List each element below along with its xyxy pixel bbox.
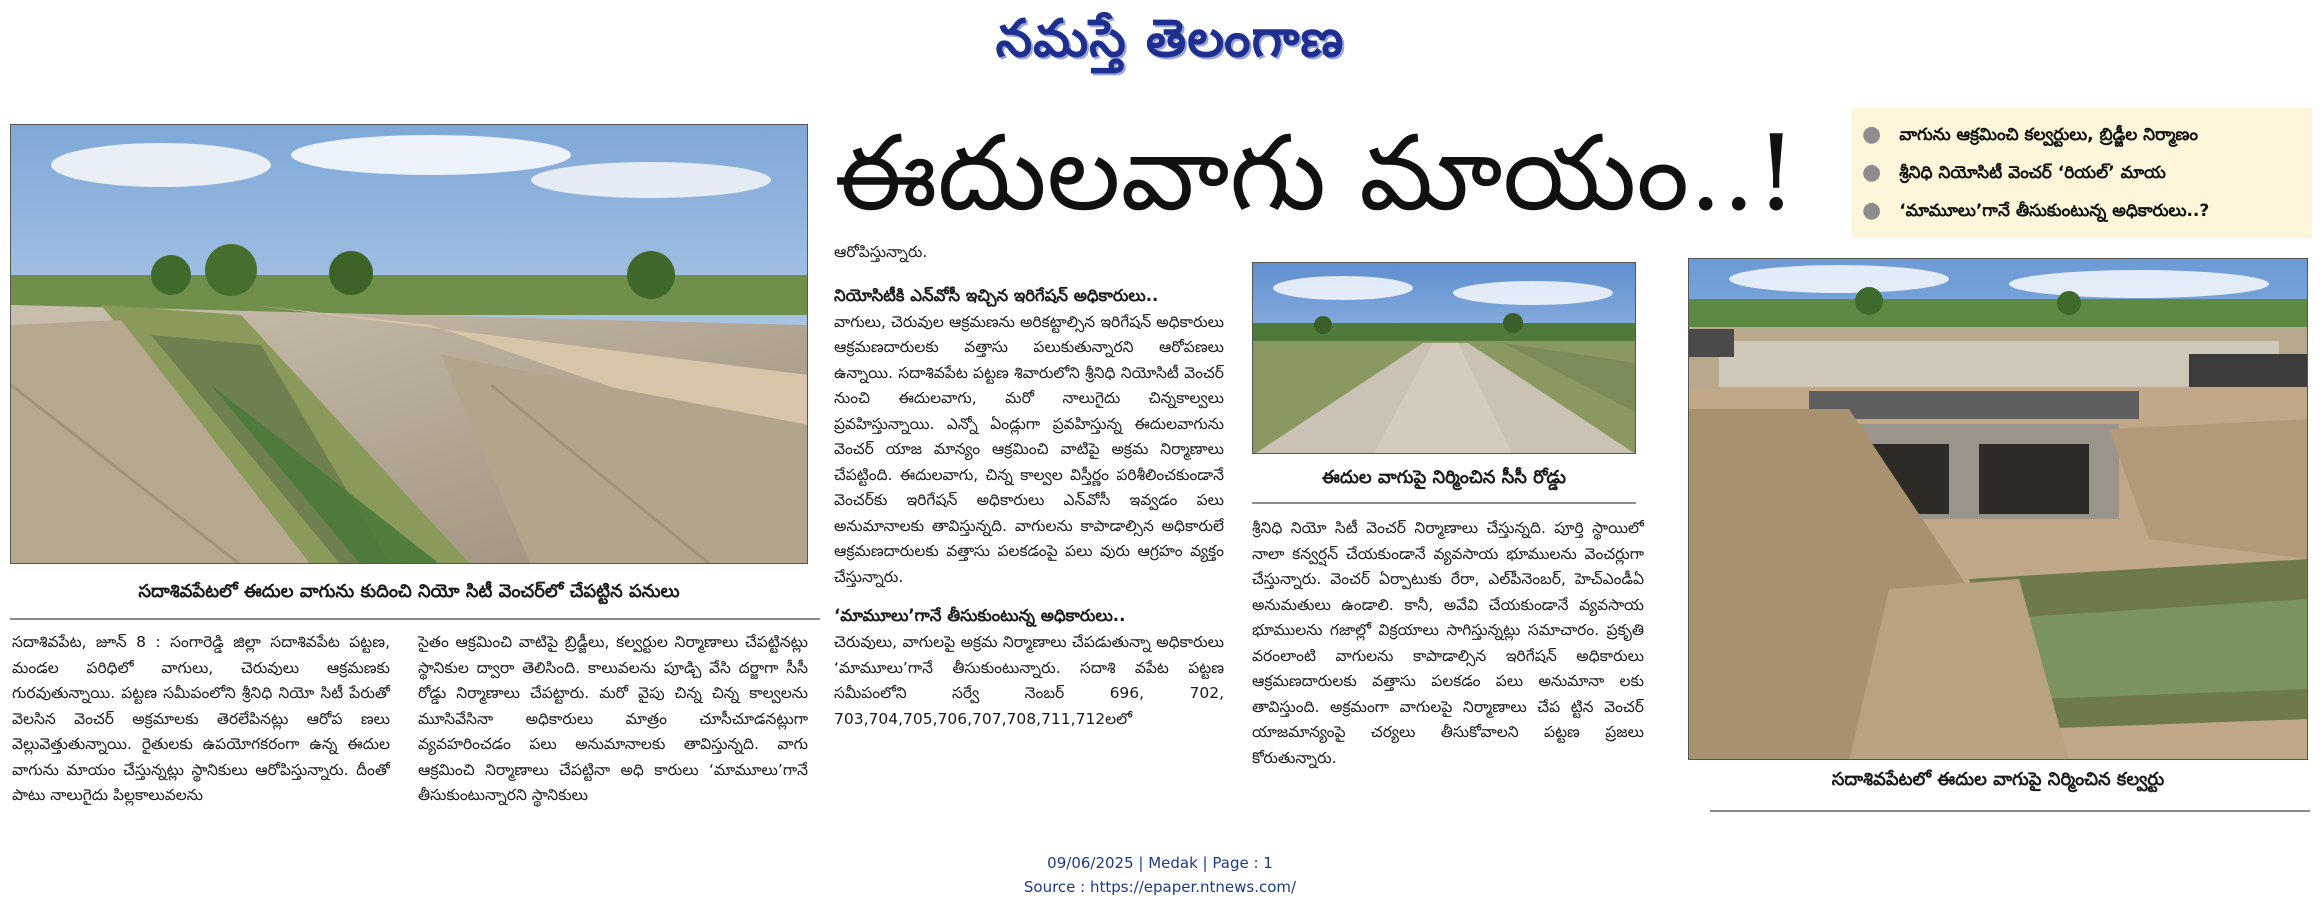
article-paragraph: చెరువులు, వాగులపై అక్రమ నిర్మాణాలు చేపడుతున్నా అధికారులు ‘మామూలు’గానే తీసుకుంటున్నారు. సదాశి వపేట పట్టణ సమీపంలోని సర్వే నెంబర్ 696, 702, 703,704,705,706,707,708,711,712లలో	[834, 633, 1224, 728]
highlight-item: ● శ్రీనిధి నియోసిటీ వెంచర్ ‘రియల్’ మాయ	[1862, 160, 2166, 185]
article-column-3	[834, 240, 1224, 840]
article-paragraph: శ్రీనిధి నియో సిటీ వెంచర్ నిర్మాణాలు చేస్తున్నది. పూర్తి స్థాయిలో నాలా కన్వర్షన్ చేయకుండానే వ్యవసాయ భూములను వెంచర్లుగా చేస్తున్నారు. వెంచర్ ఏర్పాటుకు రేరా, ఎల్‌పీనెంబర్, హెచ్ఎండీఏ అనుమతులు ఉండాలి. కానీ, అవేవి చేయకుండానే వ్యవసాయ భూములను గజాల్లో విక్రయాలు సాగిస్తున్నట్లు సమాచారం. ప్రకృతి వరంలాంటి వాగులను కాపాడాల్సిన ఇరిగేషన్ అధికారులు ఆక్రమణదారులకు వత్తాసు పలకడం పలు అనుమానా లకు తావిస్తుంది. అక్రమంగా వాగులపై నిర్మాణాలు చేప ట్టిన వెంచర్ యాజమాన్యంపై చర్యలు తీసుకోవాలని పట్టణ ప్రజలు కోరుతున్నారు.	[1252, 519, 1644, 767]
bullet-icon: ●	[1862, 198, 1882, 223]
footer-date-line: 09/06/2025 | Medak | Page : 1	[1047, 854, 1273, 872]
subheading: ‘మామూలు’గానే తీసుకుంటున్న అధికారులు..	[834, 606, 1126, 625]
caption-rule	[1252, 502, 1636, 504]
caption-rule	[10, 618, 820, 620]
headline: ఈదులవాగు మాయం..!	[834, 112, 1797, 234]
highlights-box	[1852, 108, 2312, 238]
article-paragraph: వాగులు, చెరువుల ఆక్రమణను అరికట్టాల్సిన ఇరిగేషన్ అధికారులు ఆక్రమణదారులకు వత్తాసు పలుకుతున్నారని ఆరోపణలు ఉన్నాయి. సదాశివపేట పట్టణ శివారులోని శ్రీనిధి నియోసిటీ వెంచర్ నుంచి ఈదులవాగు, మరో నాలుగైదు చిన్నకాల్వలు ప్రవహిస్తున్నాయి. ఎన్నో ఏండ్లుగా ప్రవహిస్తున్న ఈదులవాగును వెంచర్ యాజ మాన్యం ఆక్రమించి వాటిపై అక్రమ నిర్మాణాలు చేపట్టింది. ఈదులవాగు, చిన్న కాల్వల విస్తీర్ణం పరిశీలించకుండానే వెంచర్‌కు ఇరిగేషన్ అధికారులు ఎన్‌వోసీ ఇవ్వడం పలు అనుమానాలకు తావిస్తున్నది. వాగులను కాపాడాల్సిన అధికారులే ఆక్రమణదారులకు వత్తాసు పలకడంపై పలు వురు ఆగ్రహం వ్యక్తం చేస్తున్నారు.	[834, 312, 1224, 586]
subheading: నియోసిటీకి ఎన్‌వోసీ ఇచ్చిన ఇరిగేషన్ అధికారులు..	[834, 285, 1159, 305]
bullet-icon: ●	[1862, 122, 1882, 147]
photo-cc-road	[1252, 262, 1636, 454]
newspaper-masthead: నమస్తే తెలంగాణ	[995, 8, 1345, 69]
article-column-2	[418, 630, 808, 830]
article-paragraph: సైతం ఆక్రమించి వాటిపై బ్రిడ్జీలు, కల్వర్టుల నిర్మాణాలు చేపట్టినట్లు స్థానికుల ద్వారా తెలిసింది. కాలువలను పూడ్చి వేసి దర్జాగా సీసీ రోడ్డు నిర్మాణాలు చేపట్టారు. మరో వైపు చిన్న చిన్న కాల్వలను మూసివేసినా అధికారులు మాత్రం చూసీచూడనట్లుగా వ్యవహరించడం పలు అనుమానాలకు తావిస్తున్నది. వాగు ఆక్రమించి నిర్మాణాలు చేపట్టినా అధి కారులు ‘మామూలు’గానే తీసుకుంటున్నారని స్థానికులు	[418, 633, 808, 804]
caption-rule	[1710, 810, 2310, 812]
article-paragraph: సదాశివపేట, జూన్ 8 : సంగారెడ్డి జిల్లా సదాశివపేట పట్టణ, మండల పరిధిలో వాగులు, చెరువులు ఆక్రమణకు గురవుతున్నాయి. పట్టణ సమీపంలోని శ్రీనిధి నియో సిటీ పేరుతో వెలసిన వెంచర్ అక్రమాలకు తెరలేపినట్లు ఆరోప ణలు వెల్లువెత్తుతున్నాయి. రైతులకు ఉపయోగకరంగా ఉన్న ఈదుల వాగును మాయం చేస్తున్నట్లు స్థానికులు ఆరోపిస్తున్నారు. దీంతో పాటు నాలుగైదు పిల్లకాలువలను	[12, 633, 390, 804]
article-column-4	[1252, 516, 1644, 836]
article-paragraph: ఆరోపిస్తున్నారు.	[834, 243, 928, 261]
road-photo-illustration	[1253, 263, 1636, 454]
footer-source-link[interactable]: Source : https://epaper.ntnews.com/	[1023, 878, 1297, 896]
bullet-icon: ●	[1862, 160, 1882, 185]
caption-photo-culvert: సదాశివపేటలో ఈదుల వాగుపై నిర్మించిన కల్వర్టు	[1831, 769, 2165, 790]
canal-photo-illustration	[11, 125, 808, 564]
photo-culvert	[1688, 258, 2308, 760]
photo-canal-excavation	[10, 124, 808, 564]
highlight-item: ● ‘మామూలు’గానే తీసుకుంటున్న అధికారులు..?	[1862, 198, 2210, 223]
culvert-photo-illustration	[1689, 259, 2308, 760]
article-column-1	[12, 630, 390, 830]
caption-photo-canal: సదాశివపేటలో ఈదుల వాగును కుదించి నియో సిటీ వెంచర్‌లో చేపట్టిన పనులు	[138, 581, 680, 602]
highlight-item: ● వాగును ఆక్రమించి కల్వర్టులు, బ్రిడ్జీల నిర్మాణం	[1862, 122, 2199, 147]
caption-photo-road: ఈదుల వాగుపై నిర్మించిన సీసీ రోడ్డు	[1322, 467, 1566, 488]
